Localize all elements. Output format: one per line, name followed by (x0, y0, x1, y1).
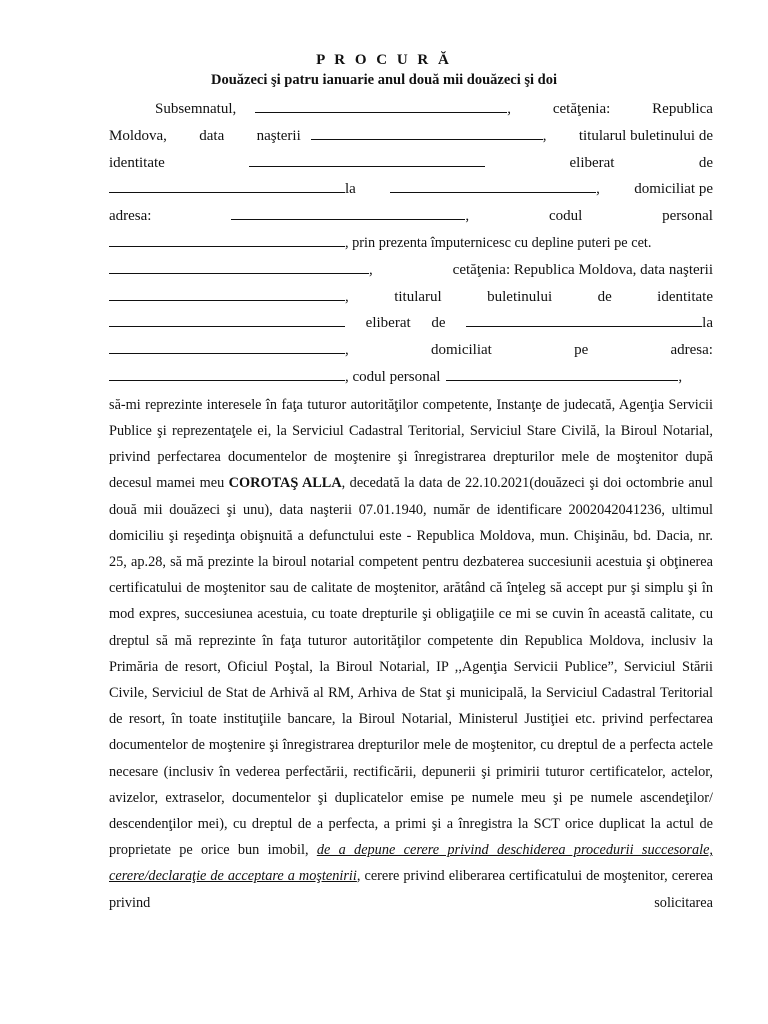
representative-birth-date-field[interactable] (109, 285, 345, 301)
form-line: la , domiciliat pe (109, 176, 713, 203)
form-line: adresa: , codul personal (109, 203, 713, 230)
form-body (109, 96, 713, 916)
form-line: , titularul buletinului de identitate (109, 284, 713, 311)
underlined-clause: de a depune cerere privind deschiderea procedurii succesorale, cerere/declaraţie de acceptare a moştenirii (109, 842, 713, 885)
form-line: , codul personal , (109, 364, 713, 391)
birth-date-field[interactable] (311, 124, 543, 140)
document-date: Douăzeci şi patru ianuarie anul două mii douăzeci şi doi (210, 72, 558, 88)
form-line: , cetăţenia: Republica Moldova, data naşterii (109, 257, 713, 284)
form-line: , domiciliat pe adresa: (109, 337, 713, 364)
id-number-field[interactable] (249, 151, 485, 167)
document-title: P R O C U R Ă (316, 52, 452, 68)
representative-personal-code-field[interactable] (446, 365, 678, 381)
representative-address-field[interactable] (109, 365, 345, 381)
form-line: eliberat de la (109, 310, 713, 337)
representative-issued-by-field[interactable] (466, 311, 702, 327)
representative-issued-date-field[interactable] (109, 338, 345, 354)
form-line: Subsemnatul, , cetăţenia: Republica (109, 96, 713, 123)
form-line: Moldova, data naşterii , titularul buletinului de (109, 123, 713, 150)
personal-code-field[interactable] (109, 231, 345, 247)
representative-name-field[interactable] (109, 258, 369, 274)
form-line: , prin prezenta împuternicesc cu depline puteri pe cet. (109, 230, 713, 257)
form-line: identitate eliberat de (109, 150, 713, 177)
name-field[interactable] (255, 97, 507, 113)
procura-paragraph: să-mi reprezinte interesele în faţa tuturor autorităţilor competente, Instanţe de judecată, Agenţia Servicii Publice şi reprezentaţele ei, la Serviciul Cadastral Teritorial, Serviciul Stare Civilă, la Biroul Notarial, privind perfectarea documentelor de moştenire şi înregistrarea drepturilor mele de moştenitor după decesul mamei meu COROTAŞ ALLA, decedată la data de 22.10.2021(douăzeci şi doi octombrie anul două mii douăzeci şi unu), data naşterii 07.01.1940, număr de identificare 2002042041236, ultimul domiciliu şi reşedinţa obişnuită a defunctului este - Republica Moldova, mun. Chişinău, bd. Dacia, nr. 25, ap.28, să mă prezinte la biroul notarial competent pentru dezbaterea succesiunii acestuia şi obţinerea certificatului de moştenitor sau de calitate de moştenitor, arătând că înţeleg să accept pur şi simplu şi în mod expres, succesiunea acestuia, cu toate drepturile şi obligaţiile ce mi se cuvin în această calitate, cu dreptul să mă reprezinte în faţa tuturor autorităţilor competente din Republica Moldova, inclusiv la Primăria de resort, Oficiul Poştal, la Biroul Notarial, IP ,,Agenţia Servicii Publice”, Serviciul Stării Civile, Serviciul de Stat de Arhivă al RM, Arhiva de Stat şi municipală, la Serviciul Cadastral Teritorial de resort, în toate instituţiile bancare, la Biroul Notarial, Ministerul Justiţiei etc. privind perfectarea documentelor de moştenire şi înregistrarea drepturilor mele de moştenitor, cu dreptul de a perfecta actele necesare (inclusiv în vederea perfectării, rectificării, depunerii şi primirii tuturor certificatelor, actelor, avizelor, extraselor, documentelor şi duplicatelor emise pe numele meu şi pe numele ascendeţilor/ descendenţilor mei), cu dreptul de a perfecta, a primi şi a înregistra la SCT orice duplicat la actul de proprietate pe orice bun imobil, de a depune cerere privind deschiderea procedurii succesorale, cerere/declaraţie de acceptare a moştenirii, cerere privind eliberarea certificatului de moştenitor, cererea privind solicitarea (109, 396, 714, 911)
issued-date-field[interactable] (390, 177, 596, 193)
issued-by-field[interactable] (109, 177, 345, 193)
representative-id-field[interactable] (109, 311, 345, 327)
label-subsemnatul: Subsemnatul, (155, 101, 237, 117)
address-field[interactable] (231, 204, 465, 220)
deceased-name: COROTAŞ ALLA (228, 475, 342, 492)
